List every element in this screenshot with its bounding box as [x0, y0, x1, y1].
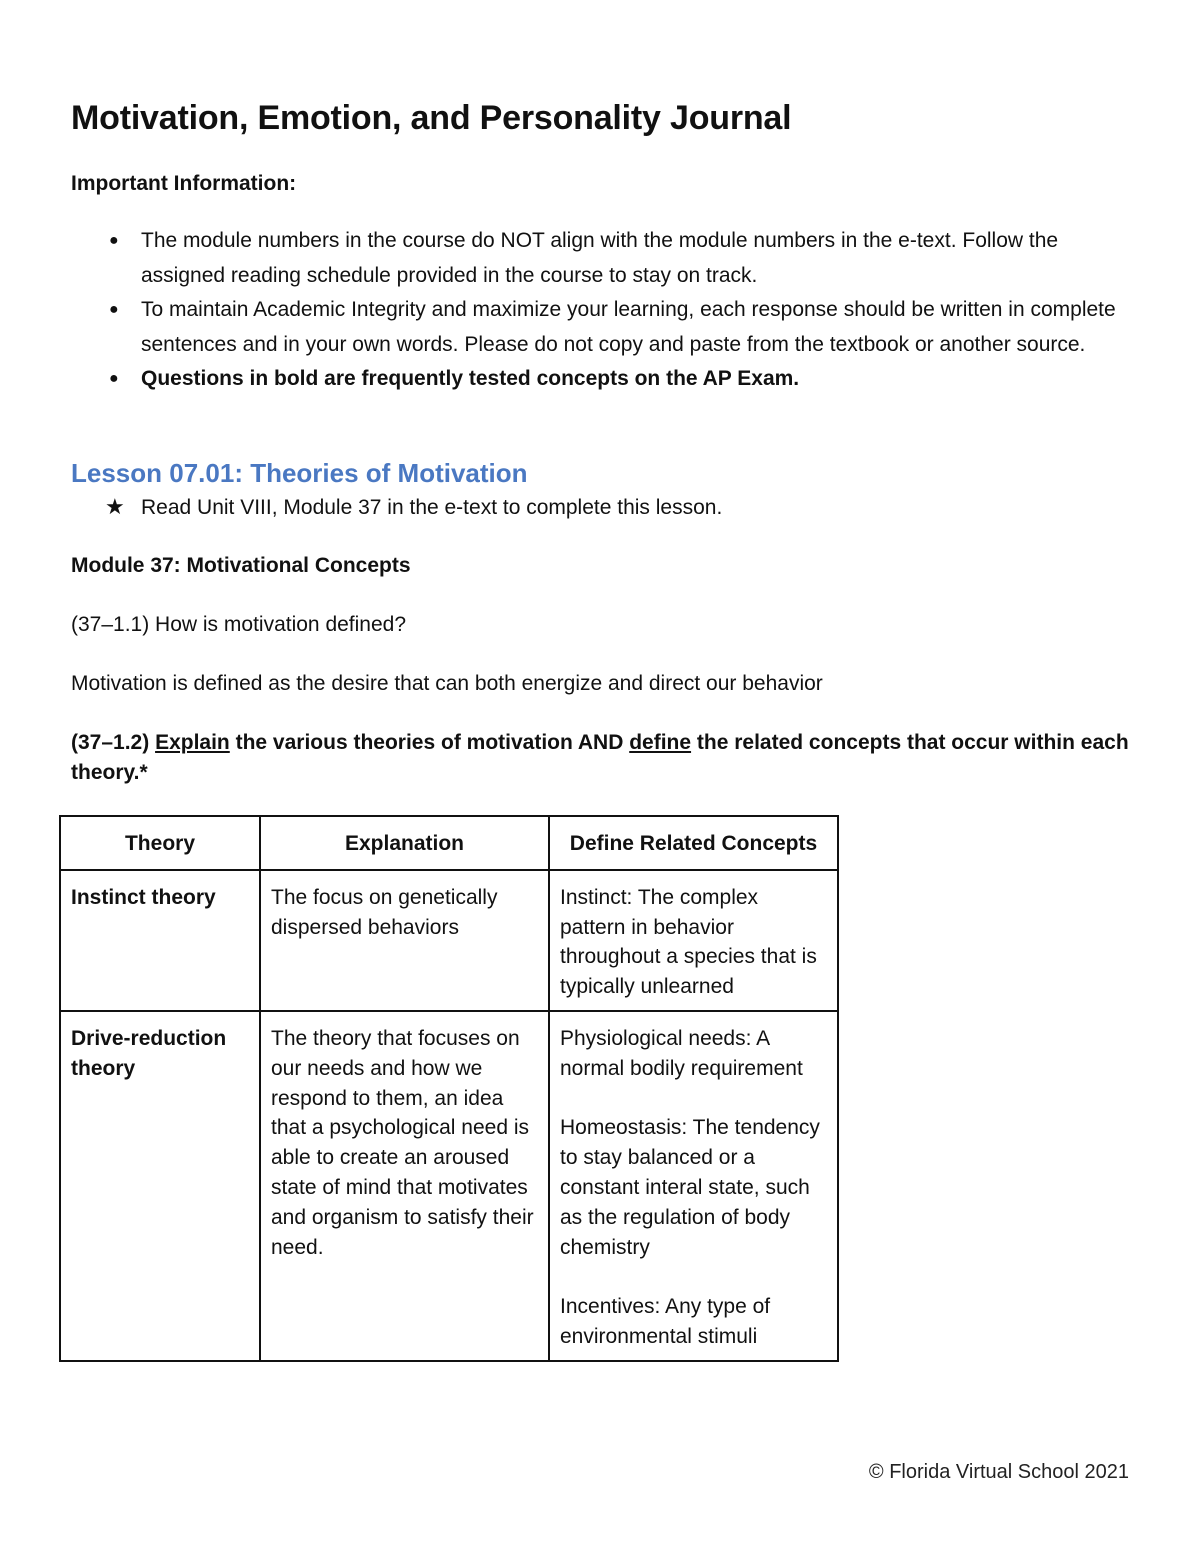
info-item [71, 224, 1131, 293]
table-row [60, 1011, 838, 1361]
header-explanation: Explanation [260, 816, 549, 870]
star-icon: ★ [105, 494, 125, 519]
bullet-icon: ● [109, 370, 119, 387]
theories-table [59, 815, 839, 1362]
copyright-footer: © Florida Virtual School 2021 [868, 1461, 1129, 1483]
question-2-verb-define: define [629, 731, 692, 754]
read-instruction-text: Read Unit VIII, Module 37 in the e-text to complete this lesson. [141, 496, 723, 519]
explanation-cell[interactable]: The theory that focuses on our needs and how we respond to them, an idea that a psychological need is able to create an aroused state of mind that motivates and organism to satisfy their need. [260, 1011, 549, 1361]
concept-definition: Incentives: Any type of environmental stimuli [560, 1295, 771, 1348]
lesson-heading: Lesson 07.01: Theories of Motivation [71, 458, 528, 488]
question-2-suffix: the related concepts that occur within each theory.* [71, 731, 1129, 784]
answer-1: Motivation is defined as the desire that can both energize and direct our behavior [71, 672, 823, 695]
concepts-cell[interactable] [549, 1011, 838, 1361]
question-2-verb-explain: Explain [155, 731, 230, 754]
question-2-mid: the various theories of motivation AND [229, 731, 630, 754]
header-concepts: Define Related Concepts [549, 816, 838, 870]
concept-definition: Instinct: The complex pattern in behavior throughout a species that is typically unlearned [560, 885, 817, 999]
info-list [71, 224, 1131, 397]
module-heading: Module 37: Motivational Concepts [71, 554, 411, 577]
info-item-text: Questions in bold are frequently tested concepts on the AP Exam. [141, 367, 800, 390]
theory-cell[interactable]: Drive-reduction theory [60, 1011, 260, 1361]
bullet-icon: ● [109, 301, 119, 318]
table-row [60, 870, 838, 1011]
bullet-icon: ● [109, 232, 119, 249]
header-theory: Theory [60, 816, 260, 870]
page-title: Motivation, Emotion, and Personality Journal [71, 99, 792, 137]
table-header-row [60, 816, 838, 870]
info-item-text: The module numbers in the course do NOT align with the module numbers in the e-text. Follow the assigned reading schedule provided in the course to stay on track. [141, 229, 1059, 287]
info-item-text: To maintain Academic Integrity and maximize your learning, each response should be written in complete sentences and in your own words. Please do not copy and paste from the textbook or another source. [141, 298, 1116, 356]
question-2 [71, 728, 1141, 788]
theory-cell[interactable]: Instinct theory [60, 870, 260, 1011]
question-2-prefix: (37–1.2) [71, 731, 156, 754]
concept-definition: Homeostasis: The tendency to stay balanced or a constant interal state, such as the regulation of body chemistry [560, 1116, 820, 1259]
explanation-cell[interactable]: The focus on genetically dispersed behaviors [260, 870, 549, 1011]
read-instruction [105, 492, 722, 523]
info-item [71, 293, 1131, 362]
question-1: (37–1.1) How is motivation defined? [71, 613, 407, 636]
important-info-label: Important Information: [71, 172, 297, 195]
info-item [71, 362, 1131, 397]
concept-definition: Physiological needs: A normal bodily requirement [560, 1026, 803, 1080]
concepts-cell[interactable] [549, 870, 838, 1011]
